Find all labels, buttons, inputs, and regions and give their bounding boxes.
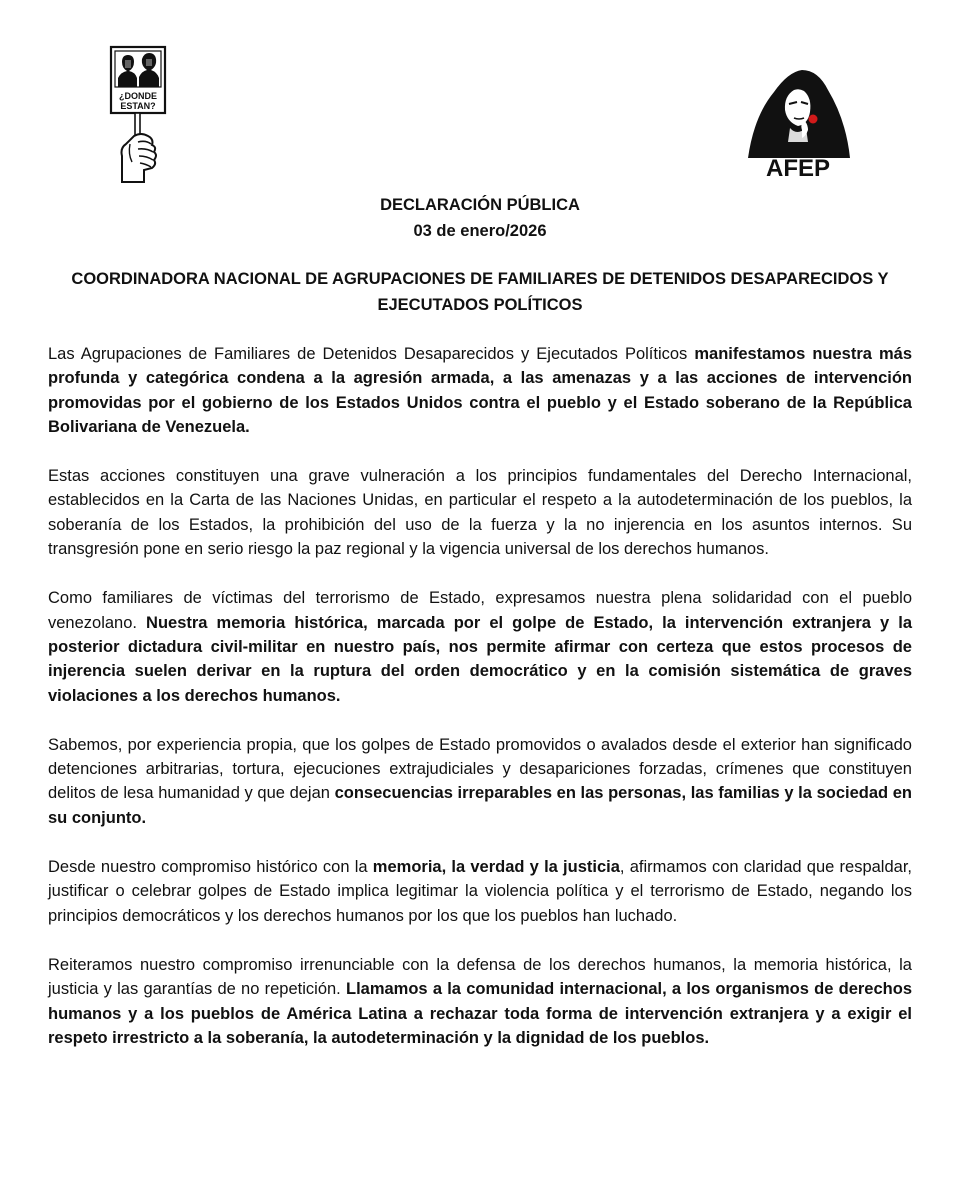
donde-estan-logo [108, 44, 168, 186]
paragraph-text: Reiteramos nuestro compromiso irrenunciable con la defensa de los derechos humanos, la memoria histórica, la justicia y las garantías de no repetición. [48, 955, 912, 999]
paragraph [48, 855, 912, 928]
declaration-body [48, 342, 912, 1075]
declaration-header [48, 192, 912, 244]
paragraph [48, 586, 912, 707]
paragraph-text: Las Agrupaciones de Familiares de Detenidos Desaparecidos y Ejecutados Políticos [48, 345, 695, 363]
declaration-date: 03 de enero/2026 [413, 222, 547, 240]
paragraph [48, 733, 912, 830]
red-flower-icon [809, 115, 818, 124]
organization-name-line1: COORDINADORA NACIONAL DE AGRUPACIONES DE FAMILIARES DE DETENIDOS DESAPARECIDOS Y [71, 270, 889, 288]
paragraph-text: , afirmamos con claridad que respaldar, justificar o celebrar golpes de Estado implica legitimar la violencia política y el terrorismo de Estado, negando los principios democráticos y los derechos humanos por los que los pueblos han luchado. [48, 858, 912, 925]
paragraph-text: Sabemos, por experiencia propia, que los golpes de Estado promovidos o avalados desde el exterior han significado detenciones arbitrarias, tortura, ejecuciones extrajudiciales y desapariciones forzadas, crímenes que constituyen delitos de lesa humanidad y que dejan [48, 735, 912, 803]
declaration-title: DECLARACIÓN PÚBLICA [380, 196, 580, 214]
afep-wordmark: AFEP [765, 155, 831, 180]
paragraph [48, 464, 912, 561]
paragraph-bold-text: consecuencias irreparables en las personas, las familias y la sociedad en su conjunto. [48, 784, 912, 827]
afep-logo [742, 62, 854, 180]
estan-sign-line2: ESTAN? [120, 101, 156, 111]
organization-name-line2: EJECUTADOS POLÍTICOS [377, 296, 583, 314]
paragraph-text: Desde nuestro compromiso histórico con la [48, 858, 373, 877]
organization-header [48, 266, 912, 318]
paragraph-bold-text: Nuestra memoria histórica, marcada por el golpe de Estado, la intervención extranjera y la posterior dictadura civil-militar en nuestro país, nos permite afirmar con certeza que estos procesos de injerencia suelen derivar en la ruptura del orden democrático y en la comisión sistemática de graves violaciones a los derechos humanos. [48, 613, 913, 705]
paragraph-bold-text: memoria, la verdad y la justicia [372, 858, 620, 877]
paragraph-text: Como familiares de víctimas del terrorismo de Estado, expresamos nuestra plena solidaridad con el pueblo venezolano. [48, 589, 912, 632]
paragraph [48, 953, 912, 1050]
paragraph [48, 342, 912, 439]
paragraph-text: Estas acciones constituyen una grave vulneración a los principios fundamentales del Derecho Internacional, establecidos en la Carta de las Naciones Unidas, en particular el respeto a la autodeterminación de los pueblos, la soberanía de los Estados, la prohibición del uso de la fuerza y la no injerencia en los asuntos internos. Su transgresión pone en serio riesgo la paz regional y la vigencia universal de los derechos humanos. [48, 467, 912, 559]
paragraph-bold-text: manifestamos nuestra más profunda y categórica condena a la agresión armada, a las amenazas y a las acciones de intervención promovidas por el gobierno de los Estados Unidos contra el pueblo y el Estado soberano de la República Bolivariana de Venezuela. [48, 345, 912, 436]
paragraph-bold-text: Llamamos a la comunidad internacional, a los organismos de derechos humanos y a los pueblos de América Latina a rechazar toda forma de intervención extranjera y a exigir el respeto irrestricto a la soberanía, la autodeterminación y la dignidad de los pueblos. [48, 980, 912, 1047]
donde-sign-line1: ¿DONDE [119, 91, 157, 101]
